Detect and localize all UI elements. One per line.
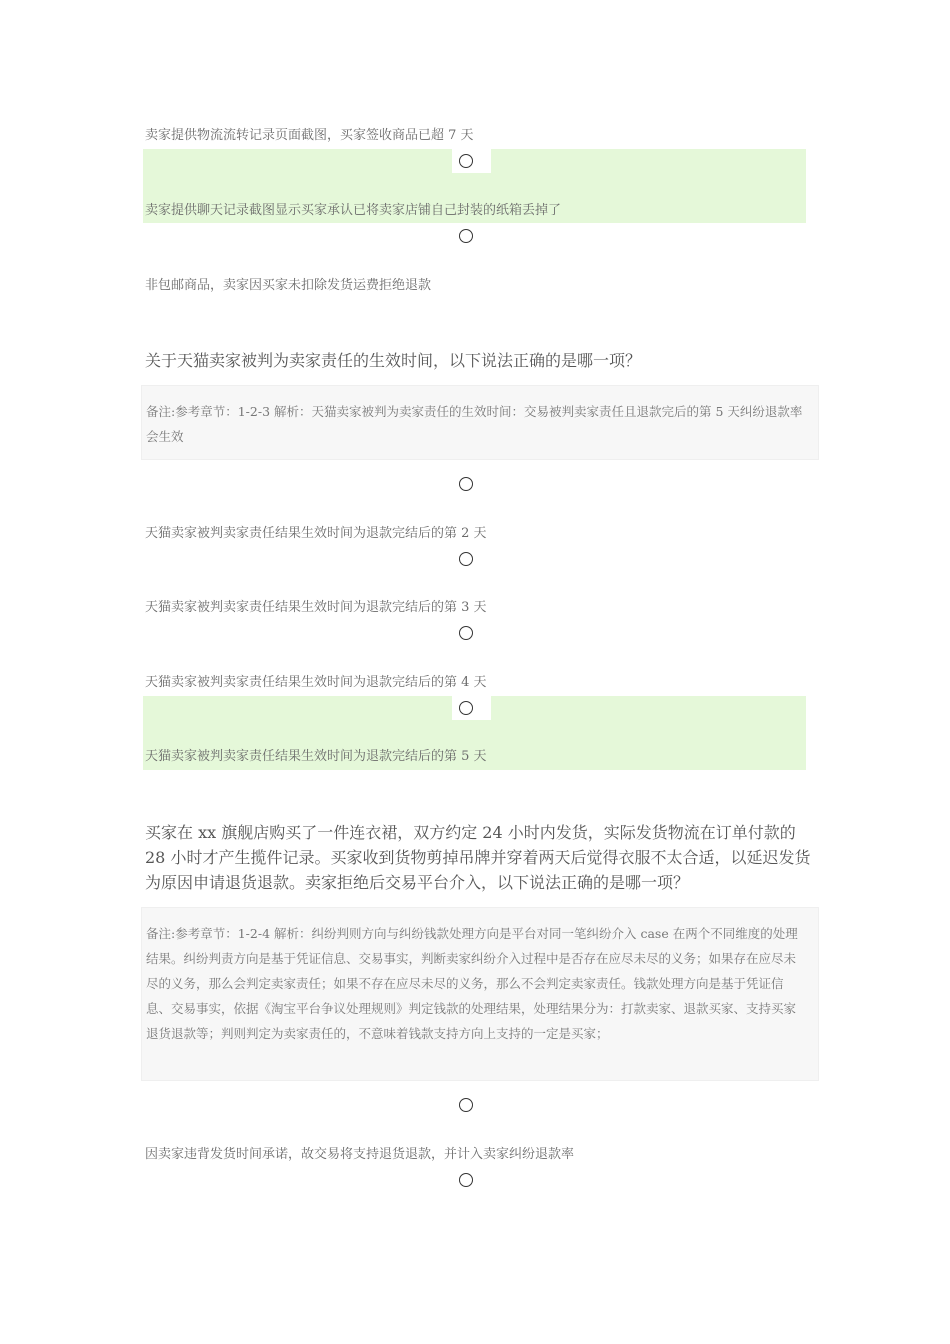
q2-option-1-text: 天猫卖家被判卖家责任结果生效时间为退款完结后的第 2 天 <box>145 526 487 541</box>
q2-option-2-text: 天猫卖家被判卖家责任结果生效时间为退款完结后的第 3 天 <box>145 600 487 615</box>
q1-option-1-text: 卖家提供物流流转记录页面截图，买家签收商品已超 7 天 <box>145 128 474 143</box>
q2-option-3-text: 天猫卖家被判卖家责任结果生效时间为退款完结后的第 4 天 <box>145 675 487 690</box>
q2-question-text: 关于天猫卖家被判为卖家责任的生效时间，以下说法正确的是哪一项？ <box>145 351 642 370</box>
q3-note-text: 备注:参考章节：1-2-4 解析：纠纷判则方向与纠纷钱款处理方向是平台对同一笔纠纷介入 case 在两个不同维度的处理结果。纠纷判责方向是基于凭证信息、交易事实，判断卖家纠纷介入过程中是否存在应尽未尽的义务；如果存在应尽未尽的义务，那么会判定卖家责任；如果不存在应尽未尽的义务，那么不会判定卖家责任。钱款处理方向是基于凭证信息、交易事实，依据《淘宝平台争议处理规则》判定钱款的处理结果，处理结果分为：打款卖家、退款买家、支持买家退货退款等；判则判定为卖家责任的，不意味着钱款支持方向上支持的一定是买家； <box>146 926 798 1041</box>
q3-question-text: 买家在 xx 旗舰店购买了一件连衣裙，双方约定 24 小时内发货，实际发货物流在订单付款的 28 小时才产生揽件记录。买家收到货物剪掉吊牌并穿着两天后觉得衣服不太合适，以延迟发货为原因申请退货退款。卖家拒绝后交易平台介入，以下说法正确的是哪一项？ <box>145 823 811 892</box>
q1-option-3-radio[interactable] <box>459 229 473 243</box>
q1-option-2-radio[interactable] <box>459 154 473 168</box>
q2-note-text: 备注:参考章节：1-2-3 解析：天猫卖家被判为卖家责任的生效时间：交易被判卖家责任且退款完后的第 5 天纠纷退款率会生效 <box>146 404 803 444</box>
q3-note-box <box>141 907 819 1081</box>
q2-option-3-radio[interactable] <box>459 626 473 640</box>
q3-option-2-radio[interactable] <box>459 1173 473 1187</box>
q2-option-4-text: 天猫卖家被判卖家责任结果生效时间为退款完结后的第 5 天 <box>145 749 487 764</box>
q2-option-4-radio[interactable] <box>459 701 473 715</box>
q3-option-1-text: 因卖家违背发货时间承诺，故交易将支持退货退款，并计入卖家纠纷退款率 <box>145 1147 575 1162</box>
q2-option-1-radio[interactable] <box>459 477 473 491</box>
q2-option-2-radio[interactable] <box>459 552 473 566</box>
q1-option-3-text: 非包邮商品，卖家因买家未扣除发货运费拒绝退款 <box>145 278 432 293</box>
q3-option-1-radio[interactable] <box>459 1098 473 1112</box>
q2-note-box <box>141 385 819 460</box>
q1-option-2-text: 卖家提供聊天记录截图显示买家承认已将卖家店铺自己封装的纸箱丢掉了 <box>145 203 562 218</box>
